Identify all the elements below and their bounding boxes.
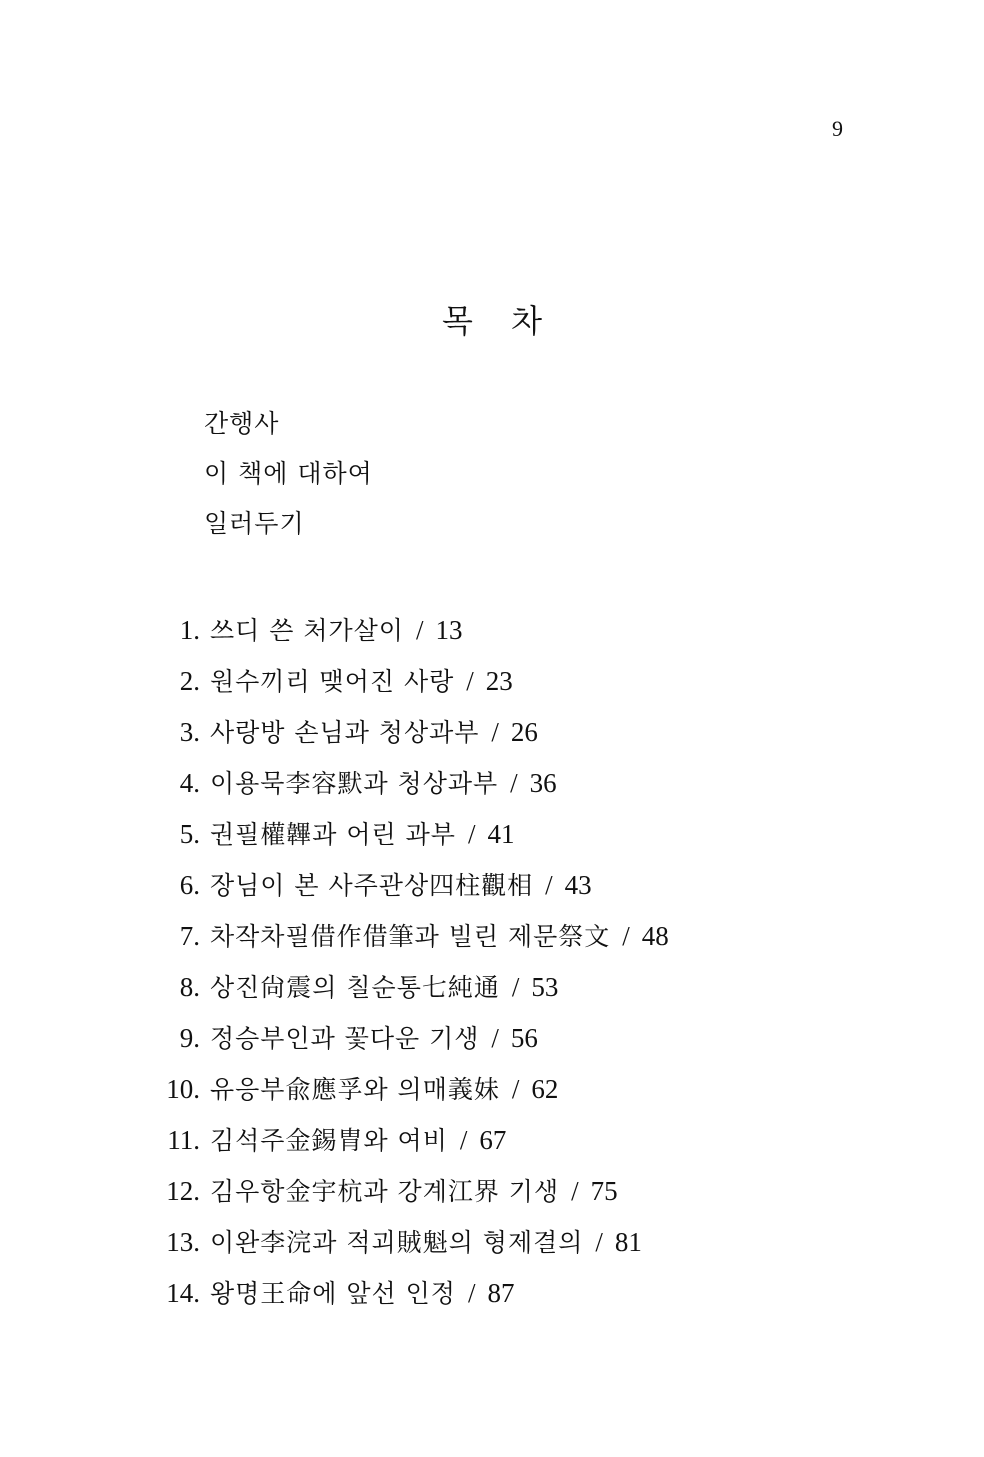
front-matter-item[interactable]: 간행사 (204, 409, 280, 438)
chapter-separator: / (467, 1278, 476, 1308)
chapter-separator: / (459, 1125, 468, 1155)
chapter-number: 11. (167, 1125, 200, 1155)
chapter-title: 김우항金宇杭과 강계江界 기생 (210, 1177, 560, 1206)
chapter-number: 2. (179, 666, 200, 696)
chapter-page: 13 (435, 615, 463, 645)
chapter-entry[interactable] (150, 1273, 669, 1324)
chapter-separator: / (466, 666, 474, 696)
chapter-separator: / (467, 819, 476, 849)
chapter-title: 장님이 본 사주관상四柱觀相 (210, 871, 534, 900)
chapter-number: 8. (179, 972, 200, 1002)
chapter-page: 56 (510, 1023, 538, 1053)
chapter-page: 87 (487, 1278, 515, 1308)
chapter-title: 유응부兪應孚와 의매義妹 (210, 1075, 500, 1104)
front-matter-list (204, 404, 373, 554)
chapter-entry[interactable] (150, 661, 669, 712)
chapter-page: 67 (479, 1125, 507, 1155)
chapter-page: 41 (487, 819, 515, 849)
chapter-number: 14. (166, 1278, 200, 1308)
chapter-separator: / (491, 1023, 499, 1053)
chapter-separator: / (491, 717, 499, 747)
chapter-entry[interactable] (150, 1171, 669, 1222)
page-number: 9 (832, 116, 843, 141)
chapter-title: 이용묵李容默과 청상과부 (210, 769, 499, 798)
chapter-number: 3. (179, 717, 200, 747)
chapter-title: 원수끼리 맺어진 사랑 (210, 667, 455, 696)
chapter-entry[interactable] (150, 610, 669, 661)
chapter-page: 43 (564, 870, 592, 900)
chapter-number: 7. (179, 921, 200, 951)
chapter-entry[interactable] (150, 1120, 669, 1171)
chapter-number: 13. (166, 1227, 200, 1257)
chapter-entry[interactable] (150, 763, 669, 814)
chapter-list (150, 610, 669, 1324)
front-matter-item[interactable]: 일러두기 (204, 509, 305, 538)
chapter-title: 이완李浣과 적괴賊魁의 형제결의 (210, 1228, 584, 1257)
page-title: 목 차 (442, 302, 556, 340)
chapter-entry[interactable] (150, 814, 669, 865)
chapter-page: 53 (531, 972, 559, 1002)
chapter-page: 62 (531, 1074, 559, 1104)
chapter-number: 9. (179, 1023, 200, 1053)
chapter-entry[interactable] (150, 1018, 669, 1069)
chapter-entry[interactable] (150, 916, 669, 967)
chapter-separator: / (415, 615, 424, 645)
chapter-separator: / (622, 921, 630, 951)
chapter-title: 사랑방 손님과 청상과부 (210, 718, 480, 747)
front-matter-item[interactable]: 이 책에 대하여 (204, 459, 373, 488)
chapter-number: 12. (166, 1176, 200, 1206)
chapter-title: 권필權韠과 어린 과부 (210, 820, 456, 849)
chapter-page: 75 (590, 1176, 618, 1206)
chapter-entry[interactable] (150, 1069, 669, 1120)
chapter-number: 4. (179, 768, 200, 798)
chapter-entry[interactable] (150, 967, 669, 1018)
chapter-title: 왕명王命에 앞선 인정 (210, 1279, 456, 1308)
chapter-separator: / (595, 1227, 603, 1257)
chapter-page: 48 (641, 921, 669, 951)
chapter-entry[interactable] (150, 1222, 669, 1273)
chapter-entry[interactable] (150, 865, 669, 916)
chapter-title: 김석주金錫胄와 여비 (210, 1126, 448, 1155)
chapter-title: 쓰디 쓴 처가살이 (210, 616, 404, 645)
chapter-number: 6. (179, 870, 200, 900)
chapter-page: 23 (485, 666, 513, 696)
chapter-title: 정승부인과 꽃다운 기생 (210, 1024, 480, 1053)
chapter-number: 5. (179, 819, 200, 849)
chapter-separator: / (511, 1074, 520, 1104)
chapter-separator: / (571, 1176, 579, 1206)
chapter-title: 상진尙震의 칠순통七純通 (210, 973, 500, 1002)
chapter-title: 차작차필借作借筆과 빌린 제문祭文 (210, 922, 611, 951)
chapter-entry[interactable] (150, 712, 669, 763)
chapter-page: 81 (614, 1227, 642, 1257)
chapter-number: 10. (166, 1074, 200, 1104)
chapter-page: 26 (510, 717, 538, 747)
chapter-number: 1. (179, 615, 200, 645)
chapter-separator: / (545, 870, 553, 900)
chapter-separator: / (511, 972, 520, 1002)
chapter-page: 36 (529, 768, 557, 798)
chapter-separator: / (510, 768, 518, 798)
